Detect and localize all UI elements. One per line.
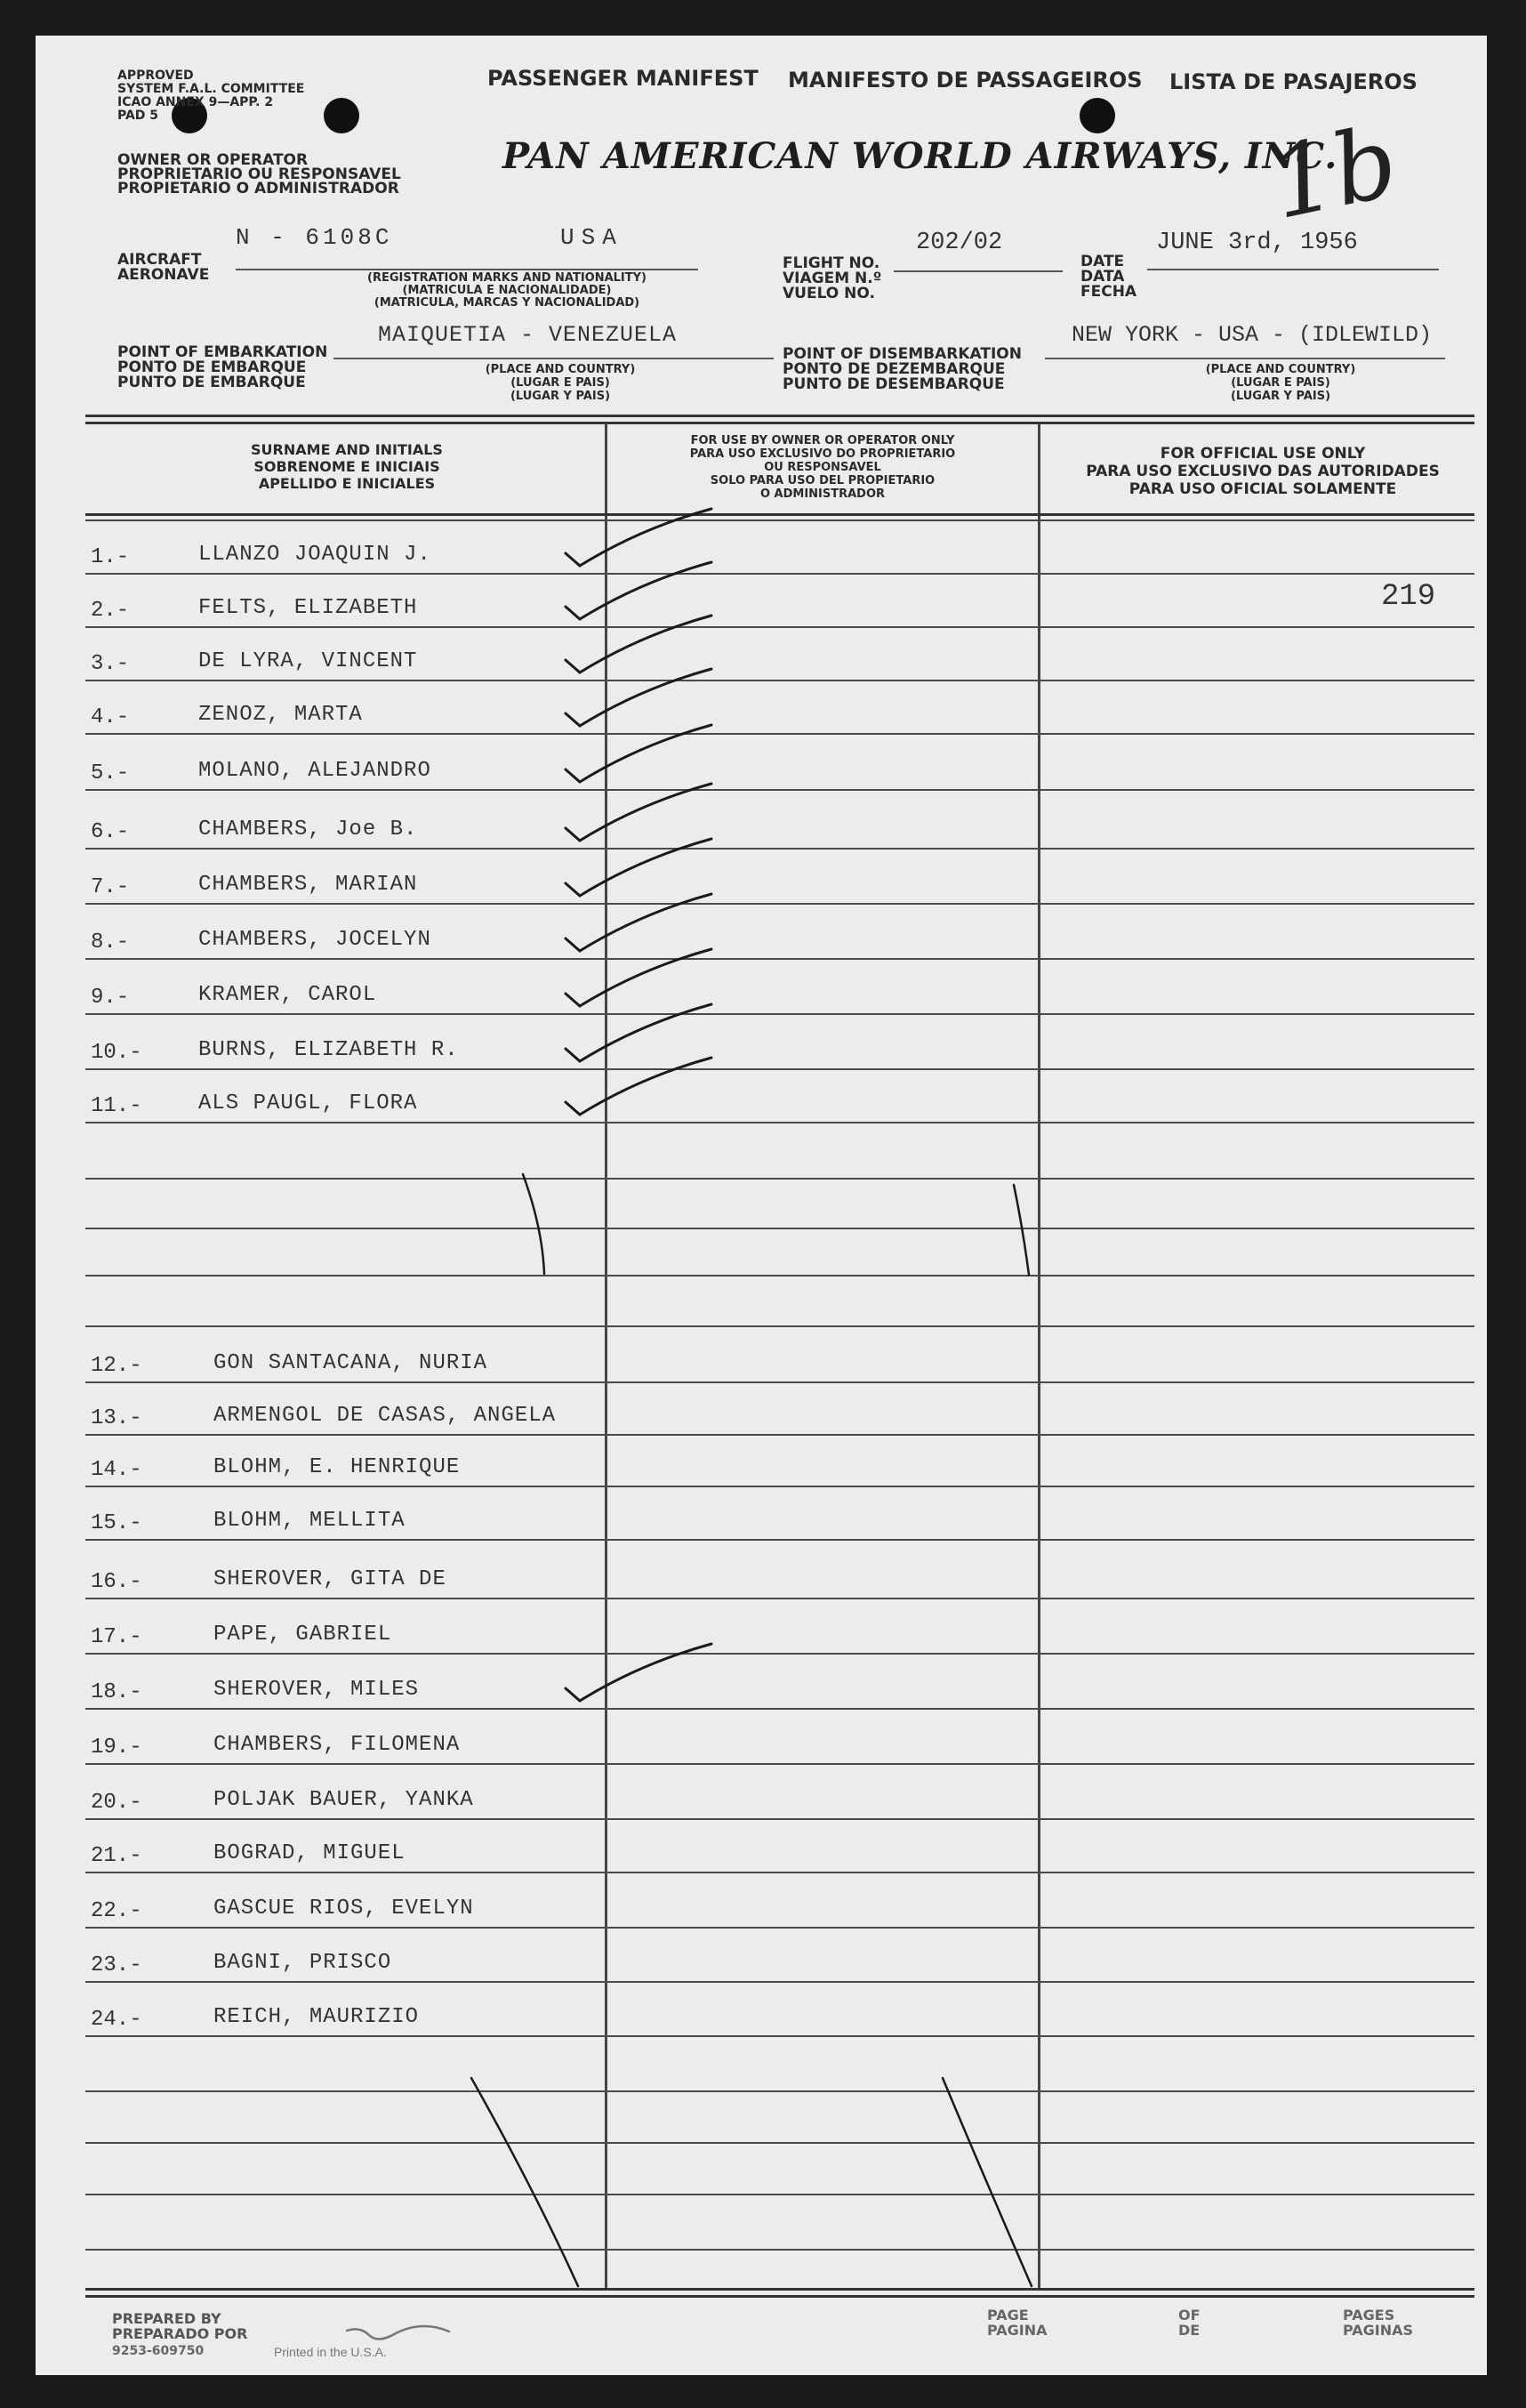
caption-line: (PLACE AND COUNTRY): [1205, 363, 1356, 376]
caption-line: (PLACE AND COUNTRY): [485, 363, 636, 376]
aircraft-label: AERONAVE: [117, 266, 210, 284]
column-header-line: PARA USO EXCLUSIVO DO PROPRIETARIO: [689, 447, 956, 461]
passenger-number: 2.-: [91, 599, 130, 623]
flight-label: FLIGHT NO.: [783, 254, 880, 272]
passenger-number: 16.-: [91, 1570, 142, 1594]
column-header-line: SOLO PARA USO DEL PROPIETARIO: [710, 474, 936, 487]
check-mark: [566, 894, 711, 951]
title-spanish: LISTA DE PASAJEROS: [1169, 69, 1418, 94]
disembarkation-label: PUNTO DE DESEMBARQUE: [783, 375, 1005, 393]
column-header-line: PARA USO OFICIAL SOLAMENTE: [1128, 480, 1397, 498]
passenger-number: 9.-: [91, 986, 130, 1010]
check-mark: [566, 616, 711, 672]
disembarkation-label: PONTO DE DEZEMBARQUE: [783, 360, 1006, 378]
check-mark: [566, 949, 711, 1006]
passenger-name: BURNS, ELIZABETH R.: [198, 1038, 459, 1062]
column-header-line: SOBRENOME E INICIAIS: [253, 458, 440, 475]
column-header-line: SURNAME AND INITIALS: [251, 441, 443, 458]
manifest-sheet: [36, 36, 1487, 2375]
passenger-number: 23.-: [91, 1953, 142, 1977]
column-header-line: FOR USE BY OWNER OR OPERATOR ONLY: [690, 434, 955, 447]
aircraft-nationality: USA: [560, 224, 623, 251]
caption-line: (MATRICULA, MARCAS Y NACIONALIDAD): [373, 296, 640, 310]
ditto-stroke: [943, 2078, 1032, 2286]
date-label: DATE: [1080, 253, 1125, 270]
passenger-name: KRAMER, CAROL: [198, 983, 377, 1007]
aircraft-registration: N - 6108C: [236, 224, 393, 251]
passenger-number: 21.-: [91, 1844, 142, 1868]
passenger-name: REICH, MAURIZIO: [213, 2005, 420, 2029]
passenger-name: ZENOZ, MARTA: [198, 703, 363, 727]
prepared-by-label: PREPARED BY: [112, 2310, 221, 2327]
embarkation-label: POINT OF EMBARKATION: [117, 343, 328, 361]
owner-label: OWNER OR OPERATOR: [117, 151, 309, 169]
passenger-number: 7.-: [91, 875, 130, 899]
passenger-name: BLOHM, E. HENRIQUE: [213, 1455, 461, 1479]
page-label: PAGINA: [987, 2322, 1048, 2339]
owner-label: PROPIETARIO O ADMINISTRADOR: [117, 180, 399, 197]
prepared-by-label: PREPARADO POR: [112, 2325, 248, 2342]
embarkation-label: PUNTO DE EMBARQUE: [117, 374, 306, 391]
preparer-signature: [347, 2326, 449, 2340]
column-header-line: APELLIDO E INICIALES: [258, 475, 436, 492]
handwritten-mark: 1b: [1261, 103, 1408, 242]
passenger-name: LLANZO JOAQUIN J.: [198, 543, 431, 567]
title-english: PASSENGER MANIFEST: [487, 66, 759, 91]
check-mark: [566, 839, 711, 896]
passenger-name: SHEROVER, MILES: [213, 1678, 420, 1702]
ditto-stroke: [471, 2078, 578, 2286]
passenger-number: 20.-: [91, 1791, 142, 1815]
caption-line: (LUGAR E PAIS): [510, 376, 610, 390]
approval-line: PAD 5: [117, 109, 159, 123]
owner-label: PROPRIETARIO OU RESPONSAVEL: [117, 165, 401, 183]
printed-note: Printed in the U.S.A.: [274, 2345, 387, 2359]
flight-date: JUNE 3rd, 1956: [1156, 230, 1358, 256]
check-mark: [566, 1058, 711, 1115]
passenger-name: MOLANO, ALEJANDRO: [198, 759, 431, 783]
pages-label: PAGES: [1343, 2307, 1395, 2323]
passenger-name: CHAMBERS, MARIAN: [198, 873, 418, 897]
passenger-name: GASCUE RIOS, EVELYN: [213, 1897, 474, 1921]
passenger-number: 17.-: [91, 1625, 142, 1649]
approval-line: APPROVED: [117, 68, 194, 83]
passenger-number: 10.-: [91, 1041, 142, 1065]
passenger-number: 13.-: [91, 1406, 142, 1430]
passenger-number: 8.-: [91, 930, 130, 954]
official-note: 219: [1381, 580, 1436, 614]
column-header-line: O ADMINISTRADOR: [759, 487, 886, 501]
passenger-name: ALS PAUGL, FLORA: [198, 1091, 418, 1115]
flight-number: 202/02: [916, 230, 1003, 256]
passenger-number: 18.-: [91, 1680, 142, 1704]
passenger-name: FELTS, ELIZABETH: [198, 596, 418, 620]
passenger-number: 14.-: [91, 1458, 142, 1482]
column-header-line: OU RESPONSAVEL: [764, 461, 881, 474]
passenger-name: SHEROVER, GITA DE: [213, 1567, 446, 1591]
passenger-number: 6.-: [91, 820, 130, 844]
passenger-number: 1.-: [91, 545, 130, 569]
check-mark: [566, 1644, 711, 1701]
date-label: FECHA: [1080, 283, 1137, 301]
passenger-name: POLJAK BAUER, YANKA: [213, 1788, 474, 1812]
check-mark: [566, 784, 711, 841]
passenger-name: CHAMBERS, Joe B.: [198, 817, 418, 842]
pages-label: PAGINAS: [1343, 2322, 1414, 2339]
embarkation-point: MAIQUETIA - VENEZUELA: [378, 322, 678, 348]
passenger-name: ARMENGOL DE CASAS, ANGELA: [213, 1404, 557, 1428]
caption-line: (REGISTRATION MARKS AND NATIONALITY): [367, 271, 647, 285]
date-label: DATA: [1080, 268, 1125, 286]
flight-label: VIAGEM N.º: [783, 270, 882, 287]
check-mark: [566, 562, 711, 619]
passenger-number: 4.-: [91, 705, 130, 729]
title-portuguese: MANIFESTO DE PASSAGEIROS: [788, 68, 1143, 93]
passenger-number: 3.-: [91, 652, 130, 676]
form-number: 9253-609750: [112, 2344, 205, 2358]
airline-name: PAN AMERICAN WORLD AIRWAYS, INC.: [502, 135, 1338, 177]
passenger-number: 19.-: [91, 1736, 142, 1760]
ditto-stroke: [523, 1174, 544, 1274]
aircraft-label: AIRCRAFT: [117, 251, 202, 269]
of-label: OF: [1178, 2307, 1201, 2323]
column-header-line: PARA USO EXCLUSIVO DAS AUTORIDADES: [1086, 463, 1440, 480]
flight-label: VUELO NO.: [783, 285, 875, 302]
approval-line: SYSTEM F.A.L. COMMITTEE: [117, 82, 305, 96]
passenger-number: 24.-: [91, 2008, 142, 2032]
caption-line: (MATRICULA E NACIONALIDADE): [402, 284, 612, 297]
passenger-name: CHAMBERS, FILOMENA: [213, 1733, 461, 1757]
passenger-name: CHAMBERS, JOCELYN: [198, 928, 431, 952]
passenger-number: 5.-: [91, 761, 130, 785]
approval-line: ICAO ANNEX 9—APP. 2: [117, 95, 274, 109]
passenger-name: PAPE, GABRIEL: [213, 1623, 392, 1647]
page-label: PAGE: [987, 2307, 1029, 2323]
passenger-number: 22.-: [91, 1899, 142, 1923]
column-header-line: FOR OFFICIAL USE ONLY: [1160, 445, 1366, 463]
of-label: DE: [1178, 2322, 1201, 2339]
check-mark: [566, 669, 711, 726]
passenger-number: 15.-: [91, 1511, 142, 1535]
passenger-name: BLOHM, MELLITA: [213, 1509, 406, 1533]
check-mark: [566, 509, 711, 566]
passenger-name: BOGRAD, MIGUEL: [213, 1841, 406, 1865]
check-mark: [566, 1004, 711, 1061]
caption-line: (LUGAR E PAIS): [1231, 376, 1330, 390]
caption-line: (LUGAR Y PAIS): [1230, 390, 1331, 403]
passenger-name: DE LYRA, VINCENT: [198, 649, 418, 673]
caption-line: (LUGAR Y PAIS): [510, 390, 611, 403]
passenger-number: 12.-: [91, 1354, 142, 1378]
disembarkation-label: POINT OF DISEMBARKATION: [783, 345, 1022, 363]
disembarkation-point: NEW YORK - USA - (IDLEWILD): [1072, 322, 1433, 348]
passenger-number: 11.-: [91, 1094, 142, 1118]
ditto-stroke: [1014, 1185, 1029, 1275]
embarkation-label: PONTO DE EMBARQUE: [117, 358, 307, 376]
check-mark: [566, 725, 711, 782]
handwritten-strokes: [36, 36, 1487, 2375]
passenger-name: BAGNI, PRISCO: [213, 1951, 392, 1975]
passenger-name: GON SANTACANA, NURIA: [213, 1351, 488, 1375]
